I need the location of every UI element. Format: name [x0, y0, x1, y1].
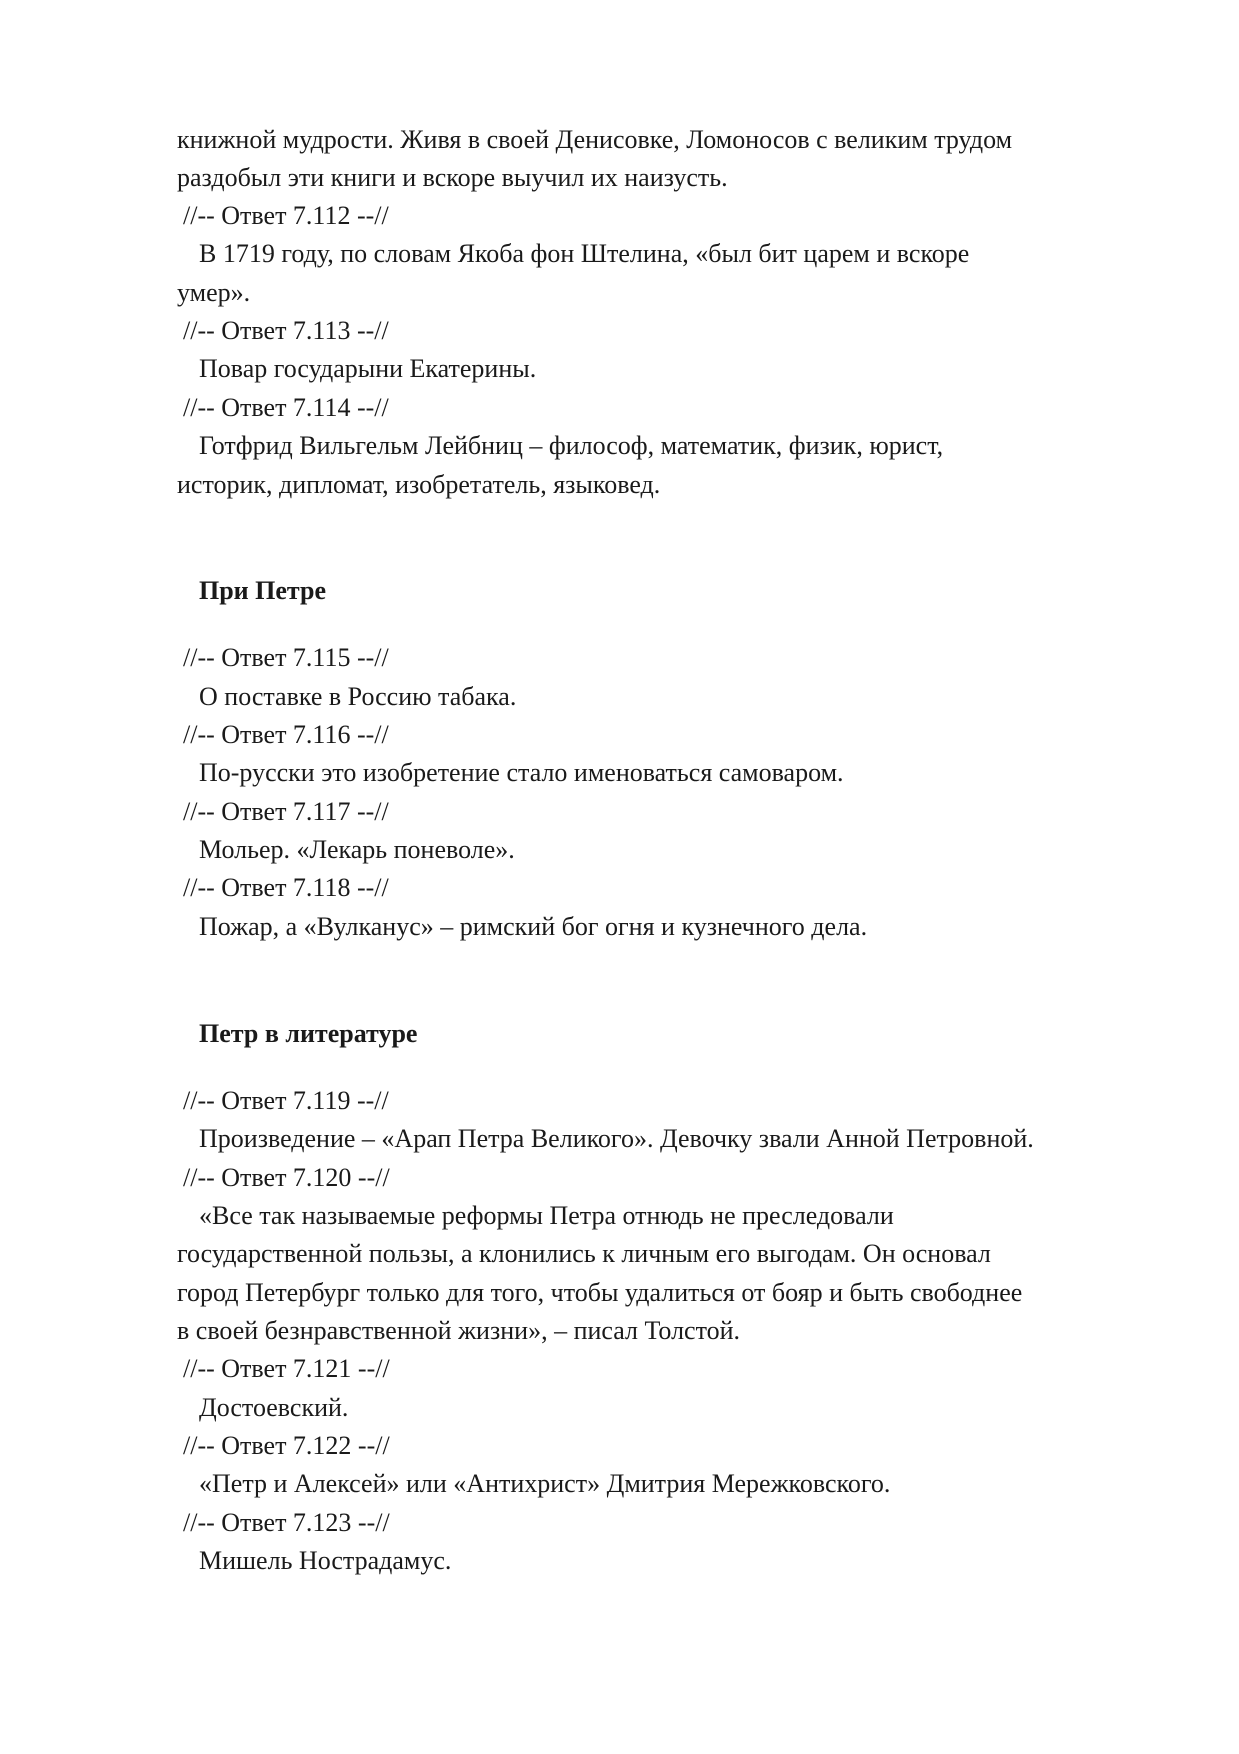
answer-text: в своей безнравственной жизни», – писал Толстой.	[177, 1316, 741, 1345]
answer-marker: //-- Ответ 7.122 --//	[183, 1431, 390, 1460]
paragraph-line: раздобыл эти книги и вскоре выучил их наизусть.	[177, 163, 728, 192]
paragraph-line: книжной мудрости. Живя в своей Денисовке, Ломоносов с великим трудом	[177, 125, 1013, 154]
answer-marker: //-- Ответ 7.117 --//	[183, 797, 389, 826]
answer-text: Мольер. «Лекарь поневоле».	[199, 835, 515, 864]
answer-marker: //-- Ответ 7.119 --//	[183, 1086, 389, 1115]
answer-text: В 1719 году, по словам Якоба фон Штелина, «был бит царем и вскоре	[199, 239, 970, 268]
section-heading: При Петре	[199, 576, 327, 605]
answer-text: государственной пользы, а клонились к личным его выгодам. Он основал	[177, 1239, 991, 1268]
answer-text: Произведение – «Арап Петра Великого». Девочку звали Анной Петровной.	[199, 1124, 1034, 1153]
answer-text: Пожар, а «Вулканус» – римский бог огня и кузнечного дела.	[199, 912, 868, 941]
answer-marker: //-- Ответ 7.121 --//	[183, 1354, 390, 1383]
section-heading: Петр в литературе	[199, 1019, 418, 1048]
answer-marker: //-- Ответ 7.113 --//	[183, 316, 389, 345]
answer-text: По-русски это изобретение стало именоваться самоваром.	[199, 758, 844, 787]
answer-text: «Петр и Алексей» или «Антихрист» Дмитрия Мережковского.	[199, 1469, 891, 1498]
answer-marker: //-- Ответ 7.115 --//	[183, 643, 389, 672]
answer-text: Мишель Нострадамус.	[199, 1546, 452, 1575]
answer-text: историк, дипломат, изобретатель, языковед.	[177, 470, 661, 499]
answer-text: Достоевский.	[199, 1393, 349, 1422]
answer-marker: //-- Ответ 7.116 --//	[183, 720, 389, 749]
answer-text: Готфрид Вильгельм Лейбниц – философ, математик, физик, юрист,	[199, 431, 944, 460]
answer-marker: //-- Ответ 7.112 --//	[183, 201, 389, 230]
answer-text: город Петербург только для того, чтобы удалиться от бояр и быть свободнее	[177, 1278, 1023, 1307]
answer-marker: //-- Ответ 7.120 --//	[183, 1163, 390, 1192]
answer-text: умер».	[177, 278, 251, 307]
answer-marker: //-- Ответ 7.114 --//	[183, 393, 389, 422]
answer-text: О поставке в Россию табака.	[199, 682, 517, 711]
answer-text: «Все так называемые реформы Петра отнюдь не преследовали	[199, 1201, 894, 1230]
answer-text: Повар государыни Екатерины.	[199, 354, 537, 383]
answer-marker: //-- Ответ 7.118 --//	[183, 873, 389, 902]
answer-marker: //-- Ответ 7.123 --//	[183, 1508, 390, 1537]
